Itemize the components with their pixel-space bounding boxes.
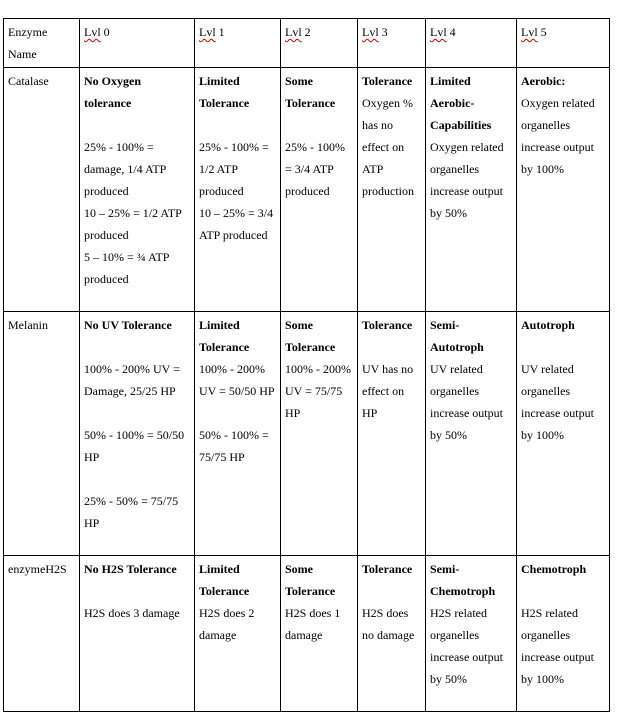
level-title: Some Tolerance [285,318,336,354]
level-title: No H2S Tolerance [84,562,177,576]
level-detail: Oxygen related organelles increase output by 50% [430,140,504,220]
header-lvl-1 [195,19,281,68]
level-cell [517,312,610,556]
level-cell [426,556,517,712]
level-detail: 100% - 200% UV = 75/75 HP [285,362,351,420]
level-title: Some Tolerance [285,562,336,598]
level-title: Limited Aerobic-Capabilities [430,74,492,132]
level-cell [358,312,426,556]
level-title: Aerobic: [521,74,566,88]
header-lvl-4 [426,19,517,68]
lvl-number: 1 [215,25,225,39]
level-title: No UV Tolerance [84,318,172,332]
level-detail: 5 – 10% = ¾ ATP produced [84,250,169,286]
enzyme-name-cell: Catalase [4,68,80,312]
level-title: Tolerance [362,318,413,332]
spacer [362,336,421,358]
level-detail: UV related organelles increase output by 100% [521,362,594,442]
spacer [199,114,276,136]
level-detail: 25% - 100% = 1/2 ATP produced [199,140,269,198]
spacer [84,468,190,490]
lvl-word: Lvl [285,25,302,39]
level-title: No Oxygen tolerance [84,74,141,110]
level-detail: 10 – 25% = 3/4 ATP produced [199,206,274,242]
lvl-word: Lvl [199,25,216,39]
header-lvl-3 [358,19,426,68]
level-detail: H2S does no damage [362,606,415,642]
level-title: Limited Tolerance [199,318,250,354]
level-title: Limited Tolerance [199,562,250,598]
level-detail: H2S related organelles increase output by 50% [430,606,503,686]
spacer [199,402,276,424]
level-detail: 25% - 100% = damage, 1/4 ATP produced [84,140,166,198]
lvl-number: 4 [446,25,456,39]
level-title: Semi-Chemotroph [430,562,496,598]
level-detail: H2S does 1 damage [285,606,341,642]
level-detail: 100% - 200% UV = 50/50 HP [199,362,275,398]
level-cell [281,68,358,312]
level-cell [426,312,517,556]
level-cell [426,68,517,312]
lvl-word: Lvl [521,25,538,39]
spacer [84,114,190,136]
lvl-number: 0 [100,25,110,39]
level-cell [80,312,195,556]
table-row [4,556,610,712]
lvl-word: Lvl [84,25,101,39]
level-cell [195,312,281,556]
lvl-number: 3 [378,25,388,39]
level-detail: Oxygen % has no effect on ATP production [362,96,414,198]
header-lvl-2 [281,19,358,68]
spacer [285,114,353,136]
level-title: Semi-Autotroph [430,318,484,354]
lvl-word: Lvl [362,25,379,39]
level-detail: 50% - 100% = 50/50 HP [84,428,185,464]
level-detail: UV has no effect on HP [362,362,414,420]
level-cell [195,556,281,712]
spacer [521,336,605,358]
level-title: Chemotroph [521,562,587,576]
level-detail: H2S does 2 damage [199,606,255,642]
spacer [84,580,190,602]
level-detail: H2S related organelles increase output by 100% [521,606,594,686]
level-detail: 50% - 100% = 75/75 HP [199,428,269,464]
level-cell [517,556,610,712]
lvl-number: 2 [301,25,311,39]
level-title: Autotroph [521,318,575,332]
enzyme-name-cell: enzymeH2S [4,556,80,712]
level-detail: Oxygen related organelles increase output by 100% [521,96,595,176]
spacer [84,336,190,358]
table-row [4,68,610,312]
enzyme-name-cell: Melanin [4,312,80,556]
header-lvl-5 [517,19,610,68]
header-enzyme-name: Enzyme Name [4,19,80,68]
level-cell [195,68,281,312]
level-title: Some Tolerance [285,74,336,110]
level-cell [281,312,358,556]
level-cell [358,556,426,712]
level-cell [80,68,195,312]
level-detail: H2S does 3 damage [84,606,180,620]
level-detail: 25% - 50% = 75/75 HP [84,494,179,530]
level-cell [358,68,426,312]
table-row [4,312,610,556]
level-detail: 25% - 100% = 3/4 ATP produced [285,140,345,198]
header-lvl-0 [80,19,195,68]
lvl-number: 5 [537,25,547,39]
level-detail: UV related organelles increase output by 50% [430,362,503,442]
level-detail: 10 – 25% = 1/2 ATP produced [84,206,182,242]
spacer [362,580,421,602]
level-detail: 100% - 200% UV = Damage, 25/25 HP [84,362,180,398]
table-body [4,68,610,712]
spacer [84,402,190,424]
level-title: Limited Tolerance [199,74,250,110]
level-cell [281,556,358,712]
enzyme-table [3,18,610,712]
level-cell [517,68,610,312]
header-row [4,19,610,68]
lvl-word: Lvl [430,25,447,39]
level-title: Tolerance [362,74,413,88]
level-cell [80,556,195,712]
spacer [521,580,605,602]
level-title: Tolerance [362,562,413,576]
